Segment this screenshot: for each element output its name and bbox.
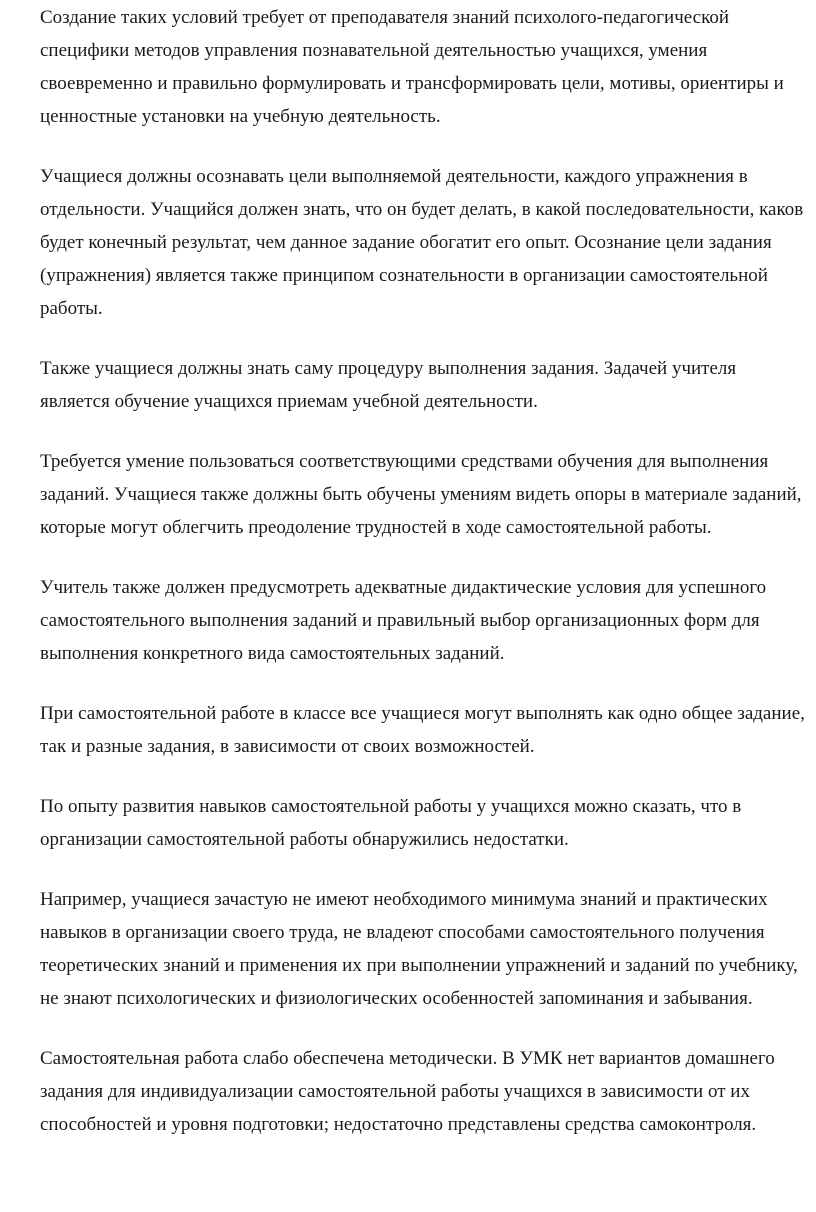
paragraph-4: Требуется умение пользоваться соответствующими средствами обучения для выполнения заданий. Учащиеся также должны быть обучены умениям видеть опоры в материале заданий, которые могут облегчить преодоление трудностей в ходе самостоятельной работы. xyxy=(40,451,802,538)
paragraph-9: Самостоятельная работа слабо обеспечена методически. В УМК нет вариантов домашнего задания для индивидуализации самостоятельной работы учащихся в зависимости от их способностей и уровня подготовки; недостаточно представлены средства самоконтроля. xyxy=(40,1048,775,1135)
document-body xyxy=(40,0,810,1168)
paragraph-1: Создание таких условий требует от преподавателя знаний психолого-педагогической специфики методов управления познавательной деятельностью учащихся, умения своевременно и правильно формулировать и трансформировать цели, мотивы, ориентиры и ценностные установки на учебную деятельность. xyxy=(40,7,784,127)
paragraph-7: По опыту развития навыков самостоятельной работы у учащихся можно сказать, что в организации самостоятельной работы обнаружились недостатки. xyxy=(40,796,742,850)
paragraph-8: Например, учащиеся зачастую не имеют необходимого минимума знаний и практических навыков в организации своего труда, не владеют способами самостоятельного получения теоретических знаний и применения их при выполнении упражнений и заданий по учебнику, не знают психологических и физиологических особенностей запоминания и забывания. xyxy=(40,889,798,1009)
paragraph-5: Учитель также должен предусмотреть адекватные дидактические условия для успешного самостоятельного выполнения заданий и правильный выбор организационных форм для выполнения конкретного вида самостоятельных заданий. xyxy=(40,577,767,664)
paragraph-2: Учащиеся должны осознавать цели выполняемой деятельности, каждого упражнения в отдельности. Учащийся должен знать, что он будет делать, в какой последовательности, каков будет конечный результат, чем данное задание обогатит его опыт. Осознание цели задания (упражнения) является также принципом сознательности в организации самостоятельной работы. xyxy=(40,166,804,319)
paragraph-3: Также учащиеся должны знать саму процедуру выполнения задания. Задачей учителя является обучение учащихся приемам учебной деятельности. xyxy=(40,358,737,412)
paragraph-6: При самостоятельной работе в классе все учащиеся могут выполнять как одно общее задание, так и разные задания, в зависимости от своих возможностей. xyxy=(40,703,805,757)
